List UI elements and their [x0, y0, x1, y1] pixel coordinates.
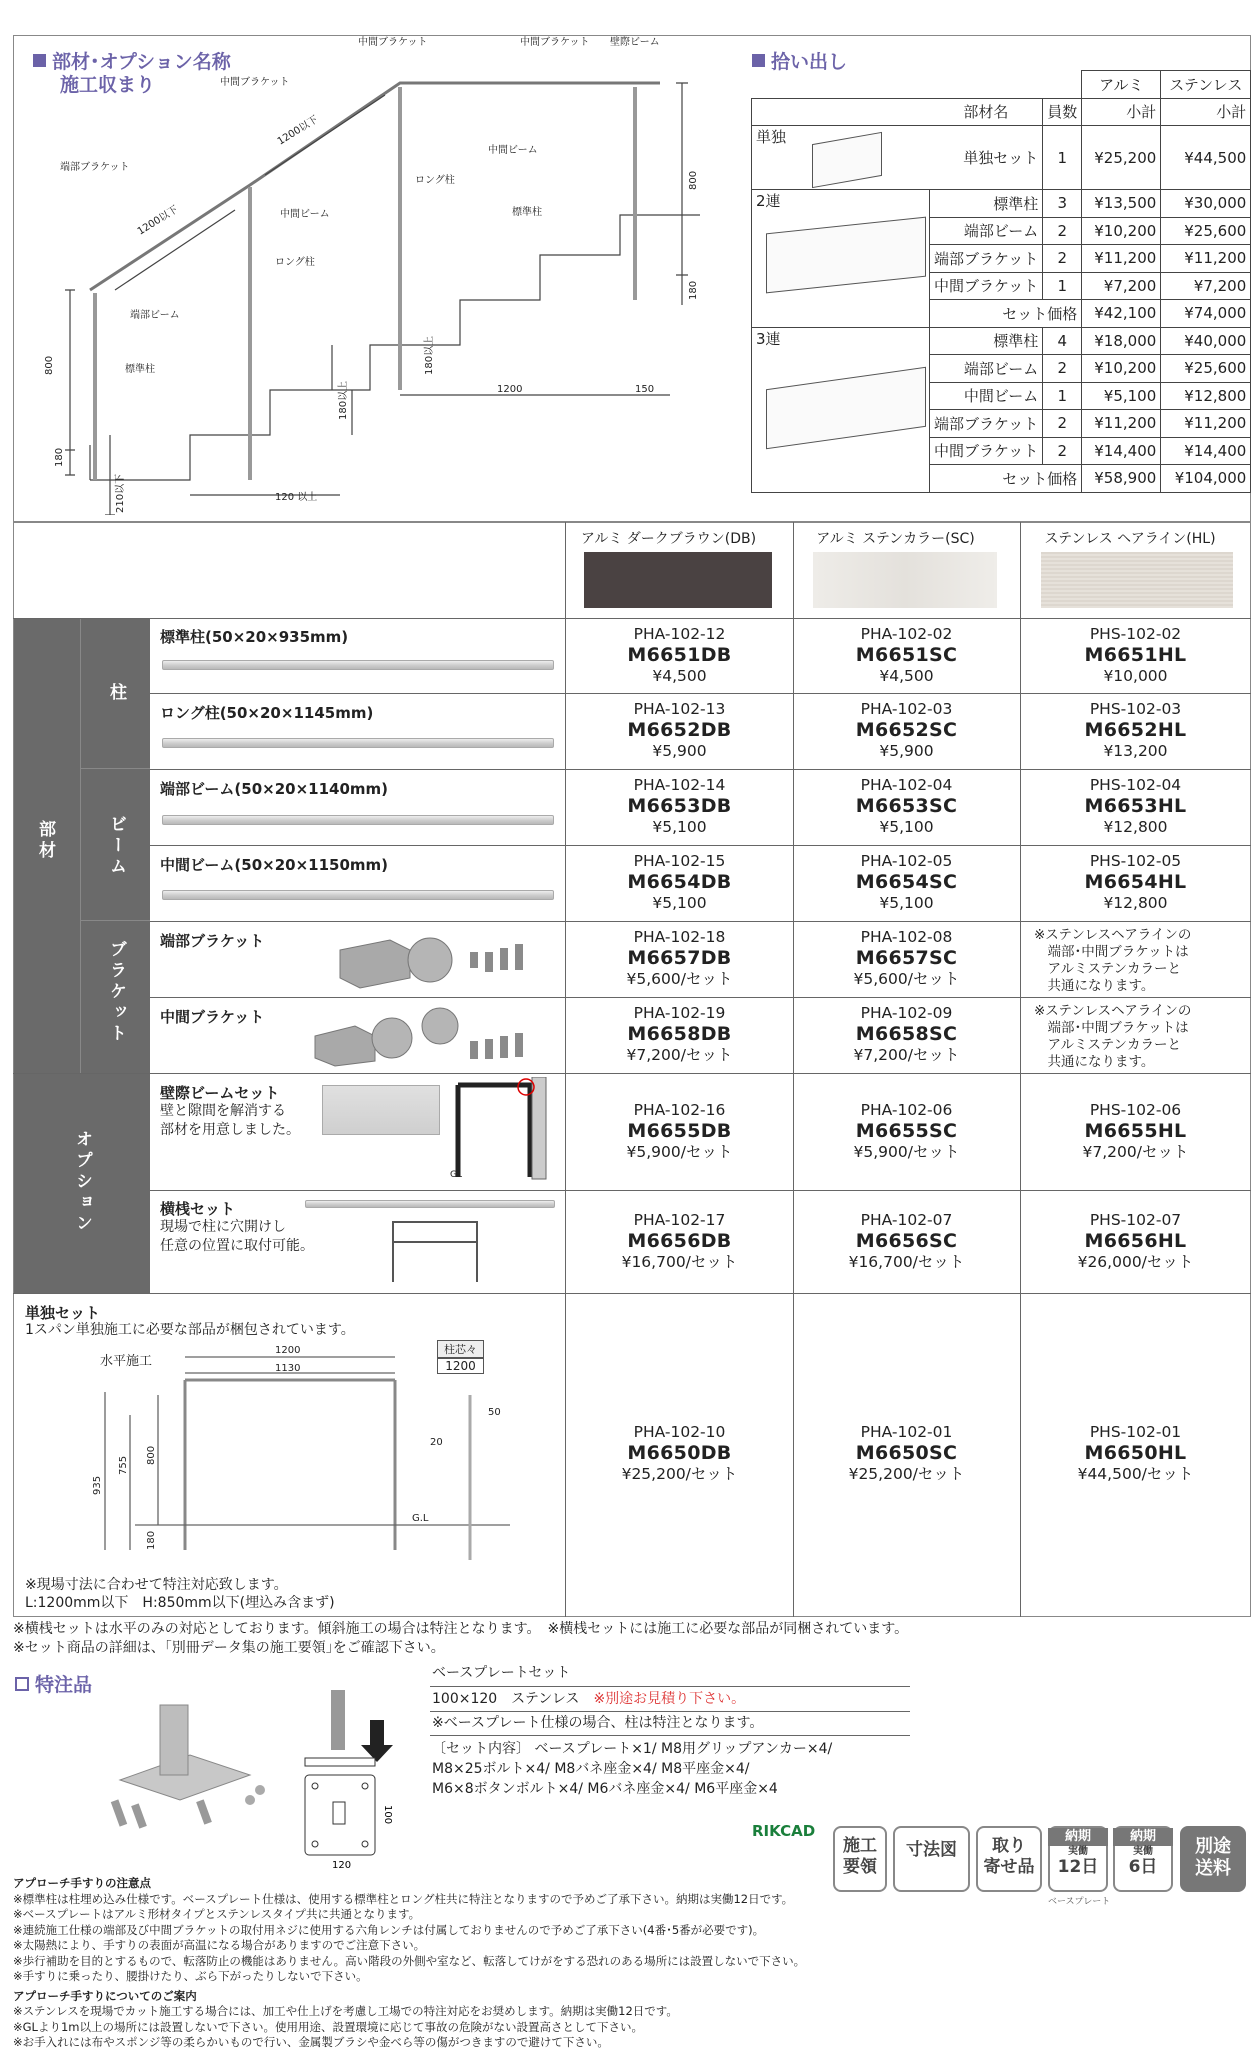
dim: 800	[44, 355, 55, 375]
dim: 100	[382, 1805, 393, 1825]
set-label: セット価格	[930, 465, 1082, 493]
diagram-label: 1200以下	[275, 114, 321, 148]
part: 単独セット	[930, 126, 1043, 190]
price: ¥5,100	[879, 818, 934, 836]
grid-line	[80, 921, 1251, 922]
grid-line	[13, 618, 1251, 619]
finish-db: アルミ ダークブラウン(DB)	[580, 531, 757, 547]
part: 標準柱	[930, 327, 1043, 355]
square-icon	[752, 54, 765, 67]
qty: 1	[1043, 126, 1082, 190]
baseplate-drawing	[295, 1690, 405, 1870]
price-cell-hl: ※ステンレスヘアラインの 端部･中間ブラケットは アルミステンカラーと 共通になります。	[1034, 1003, 1192, 1070]
diagram-label: ロング柱	[275, 257, 315, 268]
product-code: M6650DB	[627, 1442, 732, 1464]
part-number: PHA-102-18	[633, 928, 726, 946]
price: ¥11,200	[1161, 245, 1251, 273]
beam-image	[162, 890, 554, 900]
price-cell-hl	[1020, 624, 1251, 687]
price: ¥5,900	[879, 742, 934, 760]
footer-title: アプローチ手すりについてのご案内	[13, 1988, 197, 2003]
product-name: 端部ブラケット	[160, 932, 265, 950]
product-code: M6651HL	[1084, 643, 1187, 666]
price: ¥7,200/セット	[853, 1046, 960, 1064]
divider	[430, 1735, 910, 1736]
product-code: M6653DB	[627, 795, 732, 817]
part-number: PHS-102-01	[1089, 1423, 1182, 1441]
price-cell-db	[566, 927, 793, 990]
grid-line	[13, 1293, 1251, 1294]
qty: 2	[1043, 245, 1082, 273]
part-number: PHA-102-09	[860, 1004, 953, 1022]
diagram-label: 端部ビーム	[130, 310, 180, 321]
dim: 755	[118, 1455, 129, 1475]
wall-beam-image	[322, 1085, 440, 1135]
price: ¥12,800	[1103, 894, 1168, 912]
price-cell-hl	[1020, 1210, 1251, 1273]
price: ¥40,000	[1161, 327, 1251, 355]
pillar-image	[162, 660, 554, 670]
part-number: PHA-102-19	[633, 1004, 726, 1022]
price-cell-hl: ※ステンレスヘアラインの 端部･中間ブラケットは アルミステンカラーと 共通になります。	[1034, 927, 1192, 994]
grid-line	[150, 693, 1251, 694]
swatch-sc	[813, 552, 997, 608]
price-cell-db	[566, 624, 793, 687]
price-cell-sc	[793, 1210, 1020, 1273]
product-desc: 壁と隙間を解消する 部材を用意しました。	[160, 1103, 300, 1138]
single-note2: L:1200mm以下 H:850mm以下(埋込み含まず)	[25, 1595, 335, 1611]
price: ¥10,200	[1082, 355, 1161, 383]
price: ¥5,100	[652, 818, 707, 836]
price: ¥11,200	[1161, 410, 1251, 438]
product-code: M6655SC	[855, 1119, 958, 1142]
part-number: PHS-102-07	[1089, 1210, 1182, 1229]
product-code: M6658SC	[855, 1023, 958, 1045]
part: 端部ビーム	[930, 355, 1043, 383]
price-cell-db	[566, 699, 793, 762]
price-cell-sc	[793, 1422, 1020, 1485]
dim: 180以上	[338, 380, 349, 420]
price: ¥104,000	[1161, 465, 1251, 493]
double-img	[766, 217, 926, 294]
parts-title: 部材･オプション名称	[33, 47, 231, 74]
price: ¥7,200	[1082, 272, 1161, 300]
dim: 50	[488, 1407, 501, 1418]
footer-line: ※お手入れには布やスポンジ等の柔らかいもので行い、金属製ブラシや金べら等の傷がつきますので避けて下さい。	[13, 2035, 609, 2049]
single-note1: ※現場寸法に合わせて特注対応致します。	[25, 1577, 288, 1593]
price-cell-sc	[793, 927, 1020, 990]
product-name: 中間ビーム(50×20×1150mm)	[160, 856, 389, 874]
footer-notes	[13, 1876, 813, 2051]
rail-diagram	[385, 1212, 485, 1287]
grid-line	[150, 1190, 1251, 1191]
badge-lead6: 納期 実働 6日	[1113, 1826, 1173, 1892]
qty: 2	[1043, 355, 1082, 383]
dim: 1130	[275, 1363, 301, 1374]
cat-option: オプション	[72, 1130, 92, 1235]
price-cell-sc	[793, 775, 1020, 838]
product-name: 端部ビーム(50×20×1140mm)	[160, 780, 389, 798]
dim: 120 以上	[275, 492, 318, 503]
dim: 180	[54, 447, 65, 467]
product-code: M6657DB	[627, 947, 732, 969]
footer-line: ※連続施工仕様の端部及び中間ブラケットの取付用ネジに使用する六角レンチは付属しておりませんので予めご了承下さい(4番･5番が必要です)。	[13, 1922, 765, 1937]
footer-title: アプローチ手すりの注意点	[13, 1876, 151, 1890]
special-contents: M6×8ボタンボルト×4/ M6バネ座金×4/ M6平座金×4	[432, 1781, 778, 1797]
price: ¥7,200	[1161, 272, 1251, 300]
qty: 2	[1043, 217, 1082, 245]
header-sus: ステンレス	[1161, 71, 1251, 99]
product-code: M6651SC	[855, 643, 958, 666]
special-note: ※ベースプレート仕様の場合、柱は特注となります。	[432, 1715, 764, 1731]
part-number: PHA-102-16	[633, 1100, 726, 1119]
pickup-title: 拾い出し	[752, 47, 847, 74]
pillar-image	[162, 738, 554, 748]
grid-line	[80, 769, 1251, 770]
dim: 1200	[497, 384, 523, 395]
product-code: M6654HL	[1084, 871, 1187, 893]
part-number: PHA-102-07	[860, 1210, 953, 1229]
part-number: PHA-102-17	[633, 1210, 726, 1229]
product-code: M6655DB	[627, 1119, 732, 1142]
divider	[430, 1711, 910, 1712]
diagram-label: 標準柱	[125, 364, 155, 375]
price: ¥5,600/セット	[626, 970, 733, 988]
price-cell-db	[566, 1100, 793, 1163]
pitch-value: 1200	[437, 1358, 484, 1374]
product-code: M6656SC	[855, 1229, 958, 1252]
product-desc: 現場で柱に穴開けし 任意の位置に取付可能。	[160, 1219, 314, 1254]
cat-beam: ビーム	[106, 815, 126, 878]
part-number: PHS-102-04	[1089, 776, 1182, 794]
cat-parts: 部材	[35, 820, 55, 862]
pitch-label: 柱芯々	[437, 1340, 484, 1358]
badge-shipping: 別途 送料	[1180, 1826, 1246, 1892]
price-cell-hl	[1020, 699, 1251, 762]
price-cell-sc	[793, 1003, 1020, 1066]
part-number: PHA-102-02	[860, 624, 953, 643]
product-name: ロング柱(50×20×1145mm)	[160, 704, 374, 722]
part-number: PHA-102-14	[633, 776, 726, 794]
price: ¥25,200/セット	[621, 1465, 738, 1483]
grid-line	[13, 1073, 1251, 1074]
price-cell-sc	[793, 851, 1020, 914]
price-cell-db	[566, 1210, 793, 1273]
finish-hl: ステンレス ヘアライン(HL)	[1044, 531, 1216, 547]
price: ¥58,900	[1082, 465, 1161, 493]
price: ¥14,400	[1082, 437, 1161, 465]
badge-caption: ベースプレート	[1048, 1897, 1111, 1907]
square-icon	[15, 1677, 29, 1691]
part-number: PHA-102-06	[860, 1100, 953, 1119]
price-cell-db	[566, 1003, 793, 1066]
price: ¥5,600/セット	[853, 970, 960, 988]
price-cell-sc	[793, 699, 1020, 762]
part: 中間ブラケット	[930, 437, 1043, 465]
part-number: PHS-102-06	[1089, 1100, 1182, 1119]
price: ¥12,800	[1161, 382, 1251, 410]
part-number: PHS-102-03	[1089, 700, 1182, 718]
qty: 1	[1043, 272, 1082, 300]
price: ¥25,600	[1161, 355, 1251, 383]
dim: 120	[332, 1860, 352, 1870]
qty: 4	[1043, 327, 1082, 355]
footer-line: ※歩行補助を目的とするもので、転落防止の機能はありません。高い階段の外側や室など、転落してけがをする恐れのある場所には設置しないで下さい。	[13, 1953, 806, 1968]
group-triple: 3連	[756, 329, 781, 348]
footer-line: ※標準柱は柱埋め込み仕様です。ベースプレート仕様は、使用する標準柱とロング柱共に特注となりますので予めご了承下さい。納期は実働12日です。	[13, 1891, 794, 1906]
product-code: M6654DB	[627, 871, 732, 893]
single-title: 単独セット	[25, 1304, 101, 1322]
product-code: M6652HL	[1084, 719, 1187, 741]
dim: 180以上	[424, 335, 435, 375]
price: ¥11,200	[1082, 245, 1161, 273]
price-cell-hl	[1020, 775, 1251, 838]
product-code: M6652DB	[627, 719, 732, 741]
col-sub: 小計	[1082, 98, 1161, 126]
note: ※セット商品の詳細は、｢別冊データ集の施工要領｣をご確認下さい。	[13, 1640, 445, 1656]
part: 端部ビーム	[930, 217, 1043, 245]
product-name: 標準柱(50×20×935mm)	[160, 628, 349, 646]
price: ¥12,800	[1103, 818, 1168, 836]
baseplate-photo	[100, 1700, 270, 1830]
qty: 3	[1043, 190, 1082, 218]
diagram-label: 中間ブラケット	[520, 37, 590, 48]
product-name: 横桟セット	[160, 1200, 236, 1218]
single-img	[812, 132, 882, 188]
price: ¥5,900	[652, 742, 707, 760]
dim: G.L	[412, 1513, 429, 1524]
swatch-hl	[1041, 552, 1233, 608]
product-code: M6653SC	[855, 795, 958, 817]
diagram-label: 1200以下	[135, 204, 181, 238]
price: ¥74,000	[1161, 300, 1251, 328]
price: ¥5,100	[1082, 382, 1161, 410]
product-code: M6652SC	[855, 719, 958, 741]
price: ¥42,100	[1082, 300, 1161, 328]
part: 端部ブラケット	[930, 245, 1043, 273]
diagram-label: 中間ビーム	[488, 145, 538, 156]
construction-title: 施工収まり	[60, 74, 156, 96]
qty: 2	[1043, 410, 1082, 438]
note: ※横桟セットは水平のみの対応としております。傾斜施工の場合は特注となります。 ※横桟セットには施工に必要な部品が同梱されています。	[13, 1621, 909, 1637]
cat-bracket: ブラケット	[106, 940, 126, 1045]
qty: 2	[1043, 437, 1082, 465]
part-number: PHA-102-01	[860, 1423, 953, 1441]
col-qty: 員数	[1043, 98, 1082, 126]
product-code: M6654SC	[855, 871, 958, 893]
price-cell-db	[566, 851, 793, 914]
part-number: PHS-102-05	[1089, 852, 1182, 870]
dim: 1200	[275, 1345, 301, 1356]
price: ¥11,200	[1082, 410, 1161, 438]
price: ¥44,500/セット	[1077, 1465, 1194, 1483]
dim: 150	[635, 384, 655, 395]
swatch-db	[584, 552, 772, 608]
rail-image	[305, 1200, 555, 1208]
part-number: PHA-102-08	[860, 928, 953, 946]
part: 中間ビーム	[930, 382, 1043, 410]
price: ¥13,200	[1103, 742, 1168, 760]
footer-line: ※ベースプレートはアルミ形材タイプとステンレスタイプ共に共通となります。	[13, 1907, 421, 1921]
col-sub2: 小計	[1161, 98, 1251, 126]
cat-pillar: 柱	[106, 683, 126, 704]
diagram-label: ロング柱	[415, 175, 455, 186]
price: ¥30,000	[1161, 190, 1251, 218]
dim: 20	[430, 1437, 443, 1448]
part-number: PHA-102-13	[633, 700, 726, 718]
product-code: M6658DB	[627, 1023, 732, 1045]
price: ¥7,200/セット	[1082, 1142, 1189, 1161]
product-code: M6656DB	[627, 1229, 732, 1252]
product-code: M6657SC	[855, 947, 958, 969]
price: ¥4,500	[652, 666, 707, 685]
special-spec: 100×120 ステンレス ※別途お見積り下さい。	[432, 1691, 746, 1707]
special-set-title: ベースプレートセット	[432, 1665, 571, 1681]
part: 中間ブラケット	[930, 272, 1043, 300]
diagram-label: 中間ブラケット	[358, 37, 428, 48]
price-cell-sc	[793, 1100, 1020, 1163]
product-name: 壁際ビームセット	[160, 1084, 280, 1102]
qty: 1	[1043, 382, 1082, 410]
product-name: 中間ブラケット	[160, 1008, 265, 1026]
header-alu: アルミ	[1082, 71, 1161, 99]
dim: 210以下	[115, 473, 126, 513]
footer-line: ※太陽熱により、手すりの表面が高温になる場合がありますのでご注意下さい。	[13, 1938, 426, 1952]
diagram-label: 中間ブラケット	[220, 77, 290, 88]
gl-label: GL	[450, 1170, 462, 1180]
dim: 800	[146, 1445, 157, 1465]
price: ¥25,200/セット	[848, 1465, 965, 1483]
footer-line: ※ステンレスを現場でカット施工する場合には、加工や仕上げを考慮し工場での特注対応をお奨めします。納期は実働12日です。	[13, 2004, 678, 2018]
special-title: 特注品	[15, 1670, 92, 1697]
part-number: PHA-102-12	[633, 624, 726, 643]
end-bracket-image	[330, 930, 550, 992]
price-cell-hl	[1020, 1100, 1251, 1163]
price: ¥26,000/セット	[1077, 1252, 1194, 1271]
price: ¥14,400	[1161, 437, 1251, 465]
price-cell-hl	[1020, 1422, 1251, 1485]
badge-dimensions[interactable]: 寸法図	[893, 1826, 970, 1892]
product-code: M6650SC	[855, 1442, 958, 1464]
price: ¥10,200	[1082, 217, 1161, 245]
price: ¥25,200	[1082, 126, 1161, 190]
diagram-label: 壁際ビーム	[610, 37, 660, 48]
badge-construction[interactable]: 施工 要領	[833, 1826, 887, 1892]
price: ¥16,700/セット	[621, 1252, 738, 1271]
special-contents: M8×25ボルト×4/ M8バネ座金×4/ M8平座金×4/	[432, 1761, 750, 1777]
dim: 800	[688, 170, 699, 190]
price-cell-db	[566, 1422, 793, 1485]
divider	[430, 1686, 910, 1687]
price: ¥5,900/セット	[853, 1142, 960, 1161]
dim: 180	[688, 280, 699, 300]
diagram-label: 中間ビーム	[280, 209, 330, 220]
diagram-label: 端部ブラケット	[60, 162, 130, 173]
part-number: PHS-102-02	[1089, 624, 1182, 643]
price: ¥7,200/セット	[626, 1046, 733, 1064]
single-set-diagram	[90, 1335, 510, 1565]
product-code: M6655HL	[1084, 1119, 1187, 1142]
finish-sc: アルミ ステンカラー(SC)	[816, 531, 975, 547]
footer-line: ※手すりに乗ったり、腰掛けたり、ぶら下がったりしないで下さい。	[13, 1969, 368, 1983]
construction-diagram	[40, 35, 720, 515]
group-single: 単独	[756, 128, 787, 146]
product-code: M6656HL	[1084, 1229, 1187, 1252]
set-label: セット価格	[930, 300, 1082, 328]
part: 標準柱	[930, 190, 1043, 218]
price: ¥4,500	[879, 666, 934, 685]
price-cell-sc	[793, 624, 1020, 687]
part-number: PHA-102-10	[633, 1423, 726, 1441]
beam-image	[162, 815, 554, 825]
price-cell-hl	[1020, 851, 1251, 914]
diagram-label: 標準柱	[512, 207, 542, 218]
price: ¥44,500	[1161, 126, 1251, 190]
grid-line	[150, 997, 1251, 998]
part-number: PHA-102-03	[860, 700, 953, 718]
single-level: 水平施工	[100, 1354, 153, 1369]
product-code: M6653HL	[1084, 795, 1187, 817]
price: ¥13,500	[1082, 190, 1161, 218]
price: ¥5,900/セット	[626, 1142, 733, 1161]
product-code: M6650HL	[1084, 1442, 1187, 1464]
wall-beam-diagram	[450, 1077, 562, 1187]
price: ¥25,600	[1161, 217, 1251, 245]
badge-lead12: 納期 実働 12日	[1048, 1826, 1108, 1892]
part-number: PHA-102-05	[860, 852, 953, 870]
footer-line: ※GLより1m以上の場所には設置しないで下さい。使用用途、設置環境に応じて事故の危険がない設置高さとして下さい。	[13, 2019, 643, 2034]
grid-line	[150, 845, 1251, 846]
price: ¥5,100	[652, 894, 707, 912]
part-number: PHA-102-15	[633, 852, 726, 870]
price-cell-db	[566, 775, 793, 838]
single-desc: 1スパン単独施工に必要な部品が梱包されています。	[25, 1322, 355, 1338]
price: ¥10,000	[1103, 666, 1168, 685]
dim: 180	[146, 1530, 157, 1550]
part-number: PHA-102-04	[860, 776, 953, 794]
price: ¥16,700/セット	[848, 1252, 965, 1271]
dim: 935	[92, 1475, 103, 1495]
special-contents: 〔セット内容〕 ベースプレート×1/ M8用グリップアンカー×4/	[432, 1741, 833, 1757]
badge-order: 取り 寄せ品	[976, 1826, 1042, 1892]
part: 端部ブラケット	[930, 410, 1043, 438]
price: ¥5,100	[879, 894, 934, 912]
triple-img	[766, 366, 926, 448]
group-double: 2連	[756, 192, 781, 210]
pickup-table	[751, 70, 1251, 493]
product-code: M6651DB	[627, 643, 732, 666]
price: ¥18,000	[1082, 327, 1161, 355]
col-part: 部材名	[930, 98, 1043, 126]
rikcad-logo: RIKCAD	[752, 1822, 816, 1840]
mid-bracket-image	[310, 1006, 550, 1068]
